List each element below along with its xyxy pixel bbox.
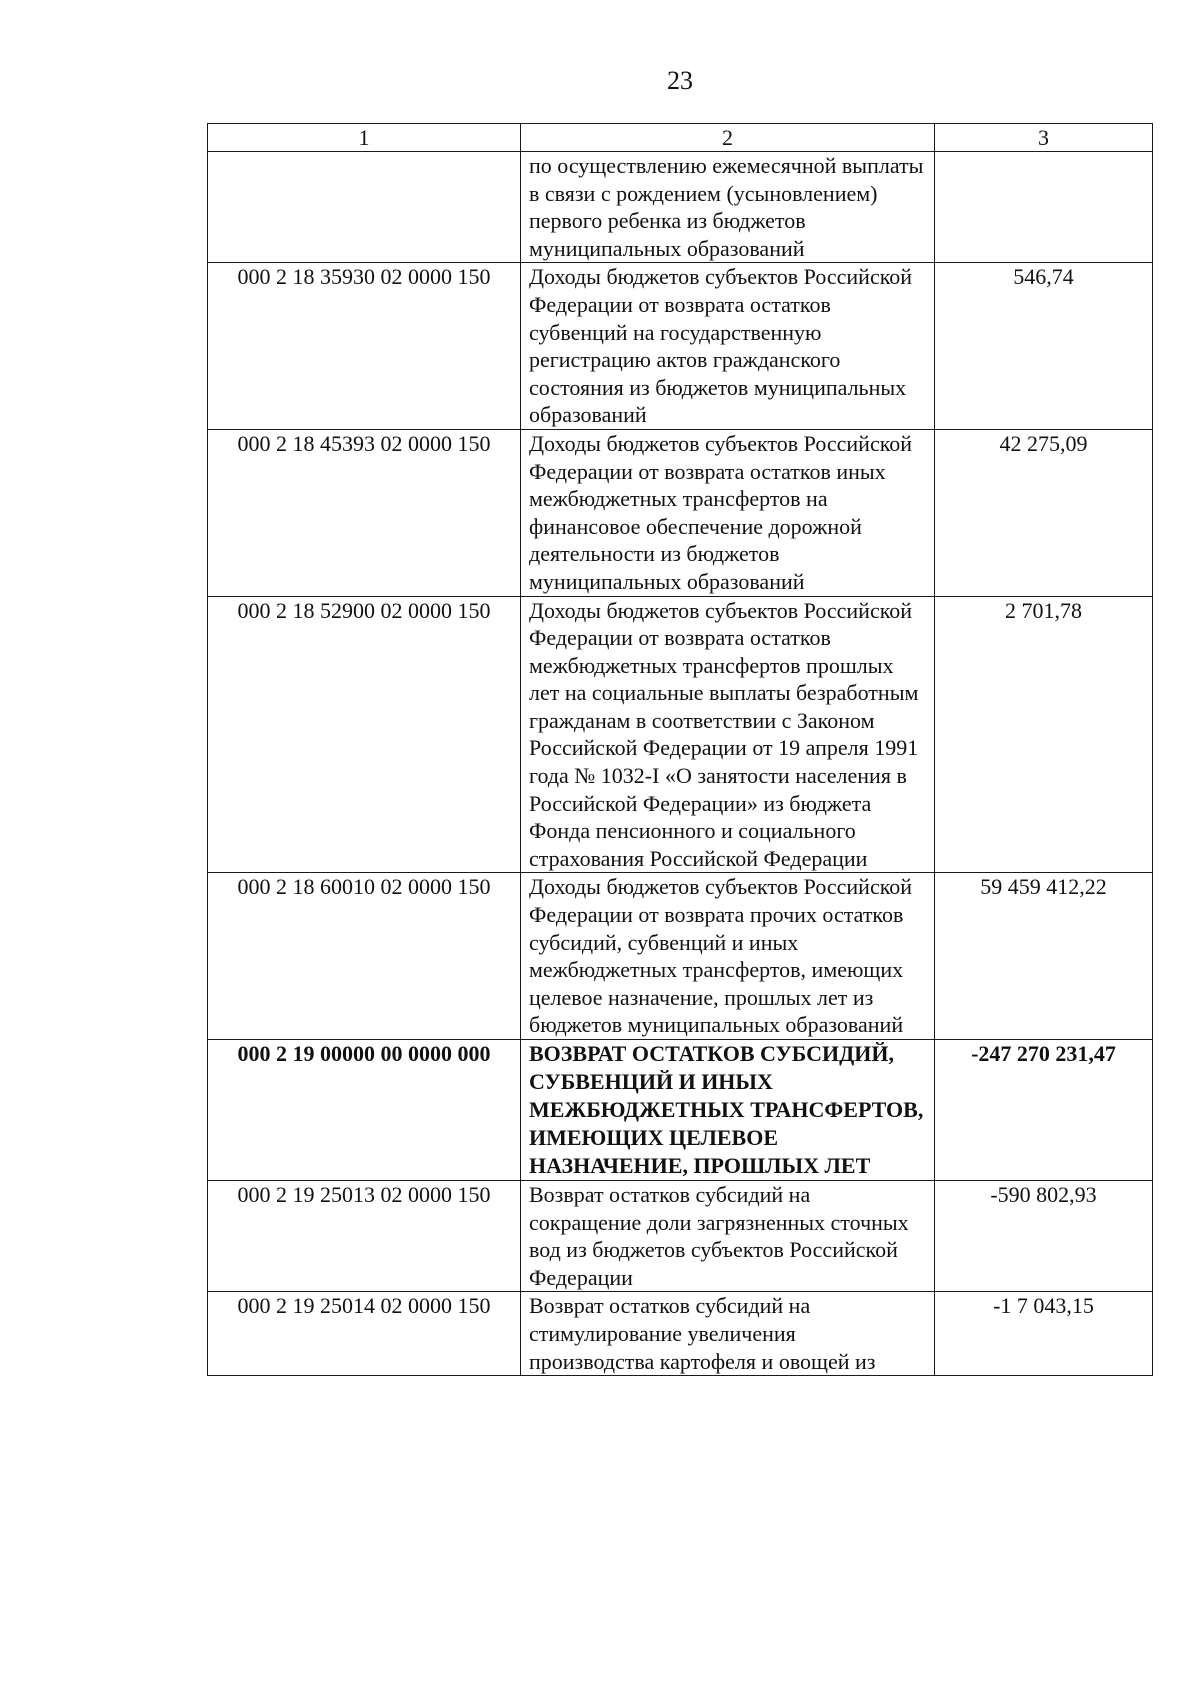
row-amount: 546,74 bbox=[935, 263, 1153, 430]
row-code: 000 2 19 25013 02 0000 150 bbox=[208, 1181, 521, 1292]
row-description: по осуществлению ежемесячной выплаты в связи с рождением (усыновлением) первого ребенка из бюджетов муниципальных образований bbox=[521, 152, 935, 263]
column-header-amount: 3 bbox=[935, 124, 1153, 152]
row-description: Доходы бюджетов субъектов Российской Федерации от возврата остатков межбюджетных трансфертов прошлых лет на социальные выплаты безработным гражданам в соответствии с Законом Российской Федерации от 19 апреля 1991 года № 1032-I «О занятости населения в Российской Федерации» из бюджета Фонда пенсионного и социального страхования Российской Федерации bbox=[521, 596, 935, 873]
row-amount: 59 459 412,22 bbox=[935, 873, 1153, 1040]
row-code: 000 2 18 60010 02 0000 150 bbox=[208, 873, 521, 1040]
budget-table bbox=[207, 123, 1153, 1376]
row-description: Возврат остатков субсидий на сокращение доли загрязненных сточных вод из бюджетов субъектов Российской Федерации bbox=[521, 1181, 935, 1292]
table-row bbox=[208, 1181, 1153, 1292]
table-row bbox=[208, 873, 1153, 1040]
column-header-code: 1 bbox=[208, 124, 521, 152]
row-amount: -590 802,93 bbox=[935, 1181, 1153, 1292]
row-description: ВОЗВРАТ ОСТАТКОВ СУБСИДИЙ, СУБВЕНЦИЙ И ИНЫХ МЕЖБЮДЖЕТНЫХ ТРАНСФЕРТОВ, ИМЕЮЩИХ ЦЕЛЕВОЕ НАЗНАЧЕНИЕ, ПРОШЛЫХ ЛЕТ bbox=[521, 1040, 935, 1181]
row-amount: 2 701,78 bbox=[935, 596, 1153, 873]
table-row-section-total bbox=[208, 1040, 1153, 1181]
row-description: Доходы бюджетов субъектов Российской Федерации от возврата остатков иных межбюджетных трансфертов на финансовое обеспечение дорожной деятельности из бюджетов муниципальных образований bbox=[521, 429, 935, 596]
row-code bbox=[208, 152, 521, 263]
table-row bbox=[208, 263, 1153, 430]
table-row bbox=[208, 596, 1153, 873]
row-description: Доходы бюджетов субъектов Российской Федерации от возврата остатков субвенций на государственную регистрацию актов гражданского состояния из бюджетов муниципальных образований bbox=[521, 263, 935, 430]
table-row bbox=[208, 429, 1153, 596]
row-code: 000 2 18 45393 02 0000 150 bbox=[208, 429, 521, 596]
table-row bbox=[208, 152, 1153, 263]
row-amount bbox=[935, 152, 1153, 263]
row-code: 000 2 18 35930 02 0000 150 bbox=[208, 263, 521, 430]
page-number: 23 bbox=[667, 66, 693, 95]
column-header-description: 2 bbox=[521, 124, 935, 152]
table-row bbox=[208, 1292, 1153, 1376]
table-header-row bbox=[208, 124, 1153, 152]
row-amount: -1 7 043,15 bbox=[935, 1292, 1153, 1376]
row-amount: -247 270 231,47 bbox=[935, 1040, 1153, 1181]
row-description: Доходы бюджетов субъектов Российской Федерации от возврата прочих остатков субсидий, субвенций и иных межбюджетных трансфертов, имеющих целевое назначение, прошлых лет из бюджетов муниципальных образований bbox=[521, 873, 935, 1040]
row-code: 000 2 19 00000 00 0000 000 bbox=[208, 1040, 521, 1181]
row-code: 000 2 19 25014 02 0000 150 bbox=[208, 1292, 521, 1376]
row-description: Возврат остатков субсидий на стимулирование увеличения производства картофеля и овощей из bbox=[521, 1292, 935, 1376]
row-code: 000 2 18 52900 02 0000 150 bbox=[208, 596, 521, 873]
row-amount: 42 275,09 bbox=[935, 429, 1153, 596]
